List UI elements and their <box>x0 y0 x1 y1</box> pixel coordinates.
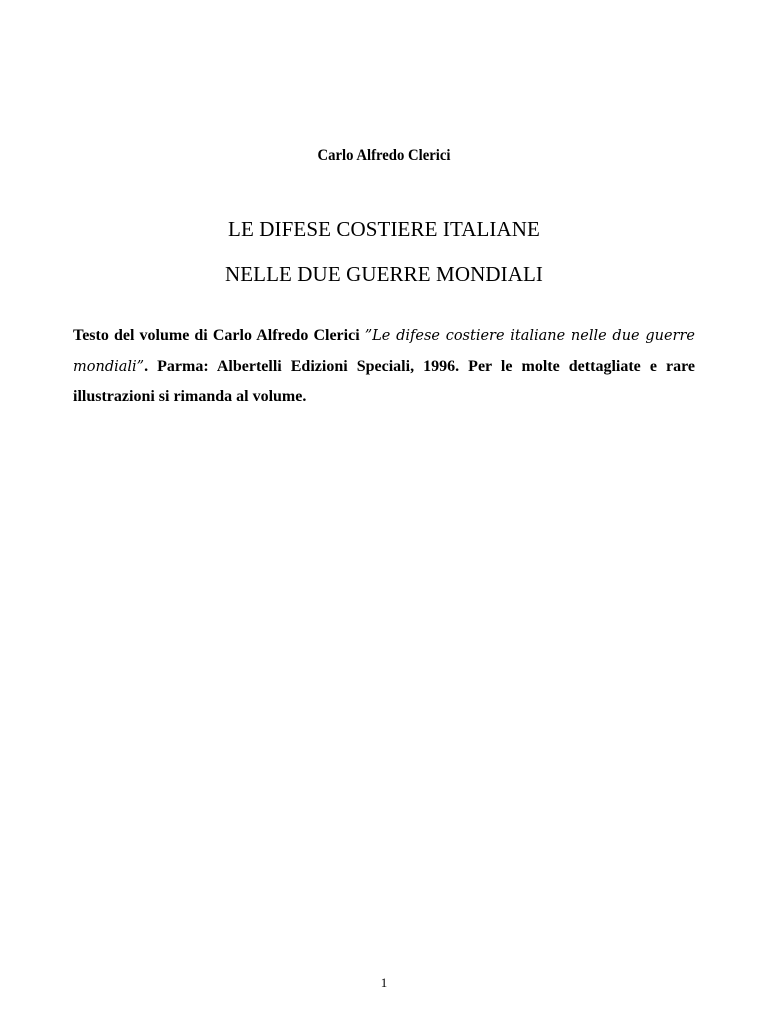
body-text-part-1: Testo del volume di Carlo Alfredo Clerici <box>73 327 365 344</box>
title-line-2: NELLE DUE GUERRE MONDIALI <box>224 262 544 286</box>
book-title-italic: ”Le difese costiere italiane nelle due guerre mondiali” <box>73 328 695 375</box>
author-name: Carlo Alfredo Clerici <box>317 147 451 164</box>
title-line-1: LE DIFESE COSTIERE ITALIANE <box>228 217 540 241</box>
body-text-part-2: . Parma: Albertelli Edizioni Speciali, 1996. Per le molte dettagliate e rare illustrazioni si rimanda al volume. <box>73 357 695 405</box>
page-number: 1 <box>380 975 388 990</box>
body-paragraph <box>73 321 695 413</box>
